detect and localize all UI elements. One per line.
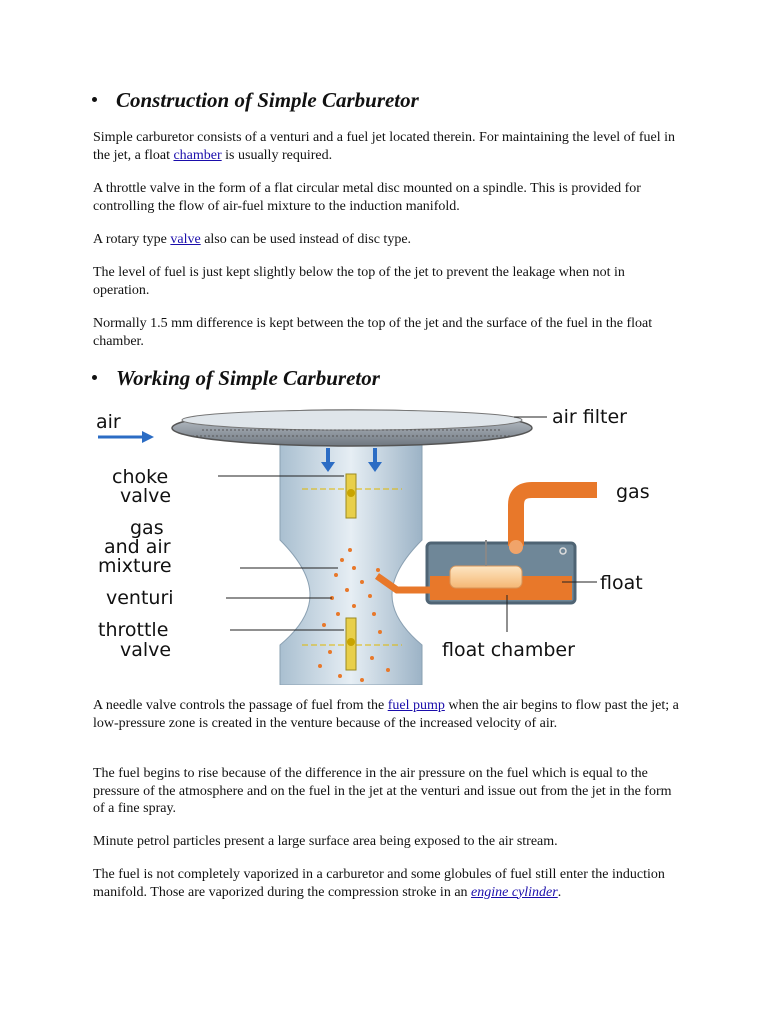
label-venturi: venturi: [106, 587, 174, 609]
bullet-icon: [92, 97, 97, 102]
gas-inlet-pipe: [516, 490, 597, 546]
fuel-pump-link[interactable]: fuel pump: [387, 698, 445, 713]
bullet-icon: [92, 375, 97, 380]
label-mixture: mixture: [98, 555, 172, 577]
label-air: air: [96, 411, 121, 433]
paragraph: Simple carburetor consists of a venturi and a fuel jet located therein. For maintaining the level of fuel in the jet, a float chamber is usually required.: [93, 130, 675, 163]
valve-link[interactable]: valve: [170, 232, 201, 247]
label-throttle: throttle: [98, 619, 169, 641]
paragraph: A throttle valve in the form of a flat circular metal disc mounted on a spindle. This is provided for controlling the flow of air-fuel mixture to the induction manifold.: [93, 181, 641, 214]
label-choke-valve: valve: [120, 485, 172, 507]
paragraph: Normally 1.5 mm difference is kept between the top of the jet and the surface of the fuel in the float chamber.: [93, 316, 653, 349]
chamber-link[interactable]: chamber: [173, 147, 222, 163]
label-gas-mix: gas: [130, 517, 164, 539]
paragraph: The fuel is not completely vaporized in a carburetor and some globules of fuel still enter the induction manifold. Those are vaporized during the compression stroke in an engine cylinder.: [93, 867, 665, 900]
label-choke: choke: [112, 466, 169, 488]
label-gas: gas: [616, 481, 650, 503]
label-float: float: [600, 572, 643, 594]
float-shape: [450, 566, 522, 588]
paragraph: The level of fuel is just kept slightly below the top of the jet to prevent the leakage when not in operation.: [93, 265, 625, 298]
engine-cylinder-link[interactable]: engine cylinder: [471, 884, 558, 900]
paragraph: The fuel begins to rise because of the difference in the air pressure on the fuel which is equal to the pressure of the atmosphere and on the fuel in the jet at the venturi and issue out from the jet in the form of a fine spray.: [93, 766, 672, 816]
label-throttle-valve: valve: [120, 639, 172, 661]
section-heading-working: Working of Simple Carburetor: [116, 366, 380, 390]
paragraph: Minute petrol particles present a large surface area being exposed to the air stream.: [93, 834, 558, 849]
label-air-filter: air filter: [552, 406, 627, 428]
label-and-air: and air: [104, 536, 171, 558]
paragraph: A rotary type valve also can be used instead of disc type.: [93, 232, 412, 247]
carburetor-diagram: [92, 400, 680, 685]
paragraph: A needle valve controls the passage of fuel from the fuel pump when the air begins to flow past the jet; a low-pressure zone is created in the venture because of the increased velocity of air.: [93, 698, 679, 731]
label-float-chamber: float chamber: [442, 639, 575, 661]
section-heading-construction: Construction of Simple Carburetor: [116, 88, 419, 112]
